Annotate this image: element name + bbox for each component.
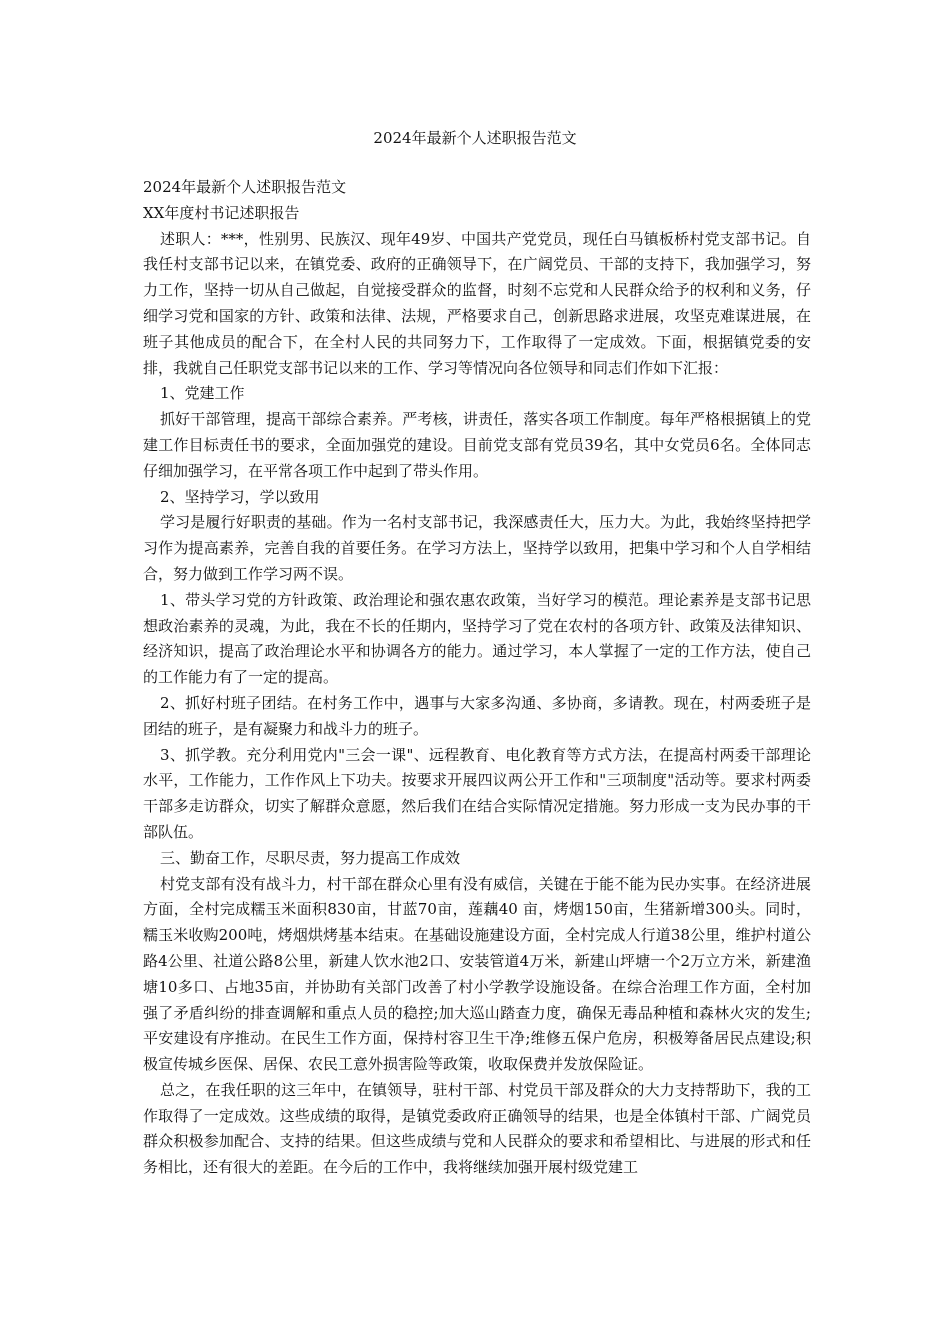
report-title: XX年度村书记述职报告 [143, 203, 300, 222]
document-subtitle: 2024年最新个人述职报告范文 [143, 178, 347, 196]
document-body [143, 175, 811, 1181]
section-heading-party-building: 1、党建工作 [160, 384, 245, 403]
paragraph-work-results: 村党支部有没有战斗力，村干部在群众心里有没有威信，关键在于能不能为民办实事。在经济进展方面，全村完成糯玉米面积830亩，甘蓝70亩，莲藕40 亩，烤烟150亩，生猪新增300头。同时，糯玉米收购200吨，烤烟烘烤基本结束。在基础设施建设方面，全村完成人行道38公里，维护村道公路4公里、社道公路8公里，新建人饮水池2口、安装管道4万米，新建山坪塘一个2万立方米，新建渔塘10多口、占地35亩，并协助有关部门改善了村小学教学设施设备。在综合治理工作方面，全村加强了矛盾纠纷的排查调解和重点人员的稳控;加大巡山踏查力度，确保无毒品种植和森林火灾的发生;平安建设有序推动。在民生工作方面，保持村容卫生干净;维修五保户危房，积极筹备居民点建设;积极宣传城乡医保、居保、农民工意外损害险等政策，收取保费并发放保险证。 [143, 874, 811, 1074]
paragraph-party-building: 抓好干部管理，提高干部综合素养。严考核，讲责任，落实各项工作制度。每年严格根据镇上的党建工作目标责任书的要求，全面加强党的建设。目前党支部有党员39名，其中女党员6名。全体同志仔细加强学习，在平常各项工作中起到了带头作用。 [143, 410, 811, 480]
paragraph-study: 学习是履行好职责的基础。作为一名村支部书记，我深感责任大，压力大。为此，我始终坚持把学习作为提高素养，完善自我的首要任务。在学习方法上，坚持学以致用，把集中学习和个人自学相结合，努力做到工作学习两不误。 [143, 513, 811, 583]
section-heading-study: 2、坚持学习，学以致用 [160, 487, 320, 506]
paragraph-summary: 总之，在我任职的这三年中，在镇领导，驻村干部、村党员干部及群众的大力支持帮助下，我的工作取得了一定成效。这些成绩的取得，是镇党委政府正确领导的结果，也是全体镇村干部、广阔党员群众积极参加配合、支持的结果。但这些成绩与党和人民群众的要求和希望相比、与进展的形式和任务相比，还有很大的差距。在今后的工作中，我将继续加强开展村级党建工 [143, 1080, 811, 1177]
paragraph-study-item-3: 3、抓学教。充分利用党内"三会一课"、远程教育、电化教育等方式方法，在提高村两委干部理论水平，工作能力，工作作风上下功夫。按要求开展四议两公开工作和"三项制度"活动等。要求村两委干部多走访群众，切实了解群众意愿，然后我们在结合实际情况定措施。努力形成一支为民办事的干部队伍。 [143, 745, 811, 841]
paragraph-study-item-1: 1、带头学习党的方针政策、政治理论和强农惠农政策，当好学习的模范。理论素养是支部书记思想政治素养的灵魂，为此，我在不长的任期内，坚持学习了党在农村的各项方针、政策及法律知识、经济知识，提高了政治理论水平和协调各方的能力。通过学习，本人掌握了一定的工作方法，使自己的工作能力有了一定的提高。 [143, 590, 811, 687]
document-title: 2024年最新个人述职报告范文 [373, 129, 577, 147]
paragraph-study-item-2: 2、抓好村班子团结。在村务工作中，遇事与大家多沟通、多协商，多请教。现在，村两委班子是团结的班子，是有凝聚力和战斗力的班子。 [143, 693, 811, 738]
paragraph-intro: 述职人：***，性别男、民族汉、现年49岁、中国共产党党员，现任白马镇板桥村党支部书记。自我任村支部书记以来，在镇党委、政府的正确领导下，在广阔党员、干部的支持下，我加强学习，努力工作，坚持一切从自己做起，自觉接受群众的监督，时刻不忘党和人民群众给予的权利和义务，仔细学习党和国家的方针、政策和法律、法规，严格要求自己，创新思路求进展，攻坚克难谋进展，在班子其他成员的配合下，在全村人民的共同努力下，工作取得了一定成效。下面，根据镇党委的安排，我就自己任职党支部书记以来的工作、学习等情况向各位领导和同志们作如下汇报： [143, 229, 811, 377]
section-heading-diligent-work: 三、勤奋工作，尽职尽责，努力提高工作成效 [160, 848, 461, 867]
